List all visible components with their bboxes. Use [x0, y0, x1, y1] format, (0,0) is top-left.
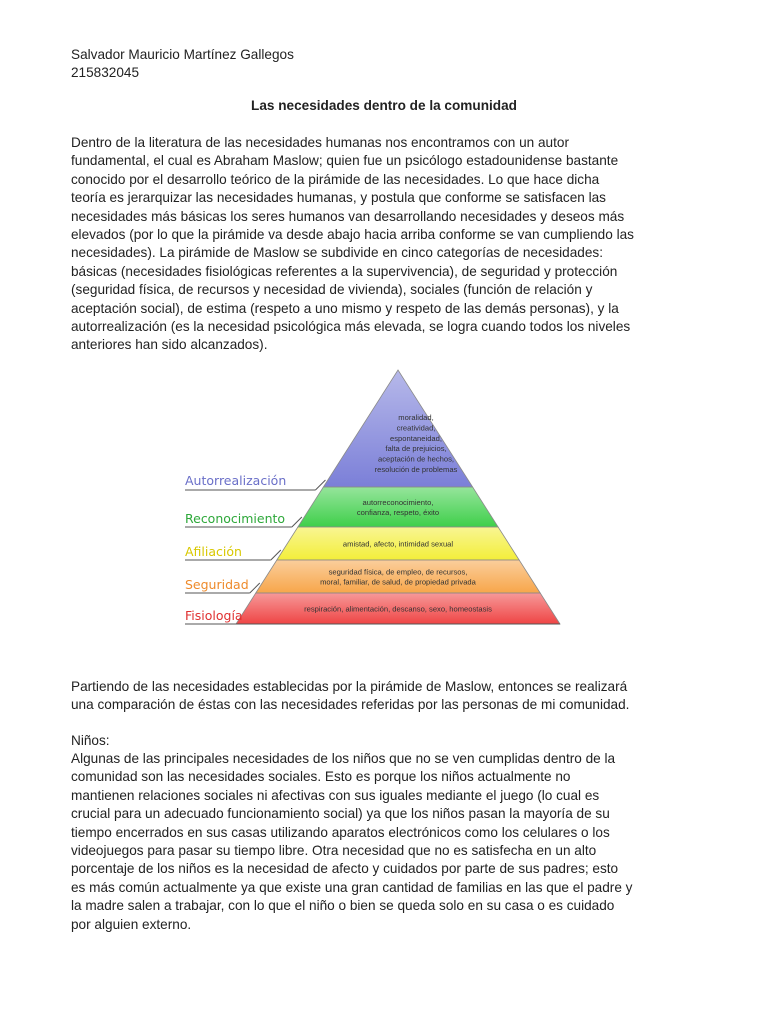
pyramid-band-text: creatividad,: [396, 423, 436, 433]
paragraph-line: crucial para un adecuado funcionamiento social) ya que los niños pasan la mayoría de su: [71, 806, 610, 822]
paragraph-line: teoría es jerarquizar las necesidades humanas, y postula que conforme se satisfacen las: [71, 190, 606, 206]
paragraph-line: fundamental, el cual es Abraham Maslow; quien fue un psicólogo estadounidense bastante: [71, 153, 619, 169]
paragraph-line: autorrealización (es la necesidad psicológica más elevada, se logra cuando todos los niveles: [71, 319, 631, 335]
paragraph-line: elevados (por lo que la pirámide va desde abajo hacia arriba conforme se van cumpliendo las: [71, 227, 634, 243]
pyramid-level-label: Reconocimiento: [185, 511, 286, 526]
pyramid-band-text: respiración, alimentación, descanso, sexo, homeostasis: [304, 604, 492, 614]
pyramid-band-text: amistad, afecto, intimidad sexual: [342, 539, 454, 549]
paragraph-line: aceptación social), de estima (respeto a uno mismo y respeto de las demás personas), y la: [71, 300, 619, 316]
paragraph-line: la madre salen a trabajar, con lo que el niño o bien se queda solo en su casa o es cuidado: [71, 898, 615, 914]
student-id: 215832045: [71, 65, 140, 80]
pyramid-band: [256, 560, 540, 593]
maslow-pyramid-figure: [178, 362, 568, 630]
paragraph-line: (seguridad física, de recursos y necesidad de vivienda), sociales (función de relación y: [71, 282, 593, 298]
pyramid-band-text: moral, familiar, de salud, de propiedad privada: [320, 577, 476, 587]
pyramid-level-label: Afiliación: [185, 544, 242, 559]
pyramid-band-text: falta de prejuicios,: [385, 444, 447, 454]
paragraph-line: anteriores han sido alcanzados).: [71, 337, 268, 353]
paragraph-line: necesidades). La pirámide de Maslow se subdivide en cinco categorías de necesidades:: [71, 245, 603, 261]
paragraph-line: necesidades más básicas los seres humanos van desarrollando necesidades y deseos más: [71, 208, 625, 224]
pyramid-level-label: Autorrealización: [185, 473, 287, 488]
author-name: Salvador Mauricio Martínez Gallegos: [71, 47, 294, 62]
paragraph-line: tiempo encerrados en sus casas utilizando aparatos electrónicos como los celulares o los: [71, 824, 610, 840]
paragraph-comparison: [71, 678, 701, 715]
pyramid-band-text: autorreconocimiento,: [362, 498, 434, 507]
paragraph-ninos: [71, 750, 701, 934]
paragraph-line: conocido por el desarrollo teórico de la pirámide de las necesidades. Lo que hace dicha: [71, 171, 600, 187]
paragraph-line: Algunas de las principales necesidades de los niños que no se ven cumplidas dentro de la: [71, 751, 616, 766]
paragraph-intro: [71, 134, 701, 355]
document-title: Las necesidades dentro de la comunidad: [251, 98, 517, 113]
section-heading-ninos: Niños:: [71, 733, 110, 748]
paragraph-line: comunidad son las necesidades sociales. Esto es porque los niños actualmente no: [71, 769, 571, 785]
paragraph-line: videojuegos para pasar su tiempo libre. Otra necesidad que no es satisfecha en un alto: [71, 843, 597, 859]
pyramid-band-text: moralidad,: [398, 413, 434, 422]
paragraph-line: básicas (necesidades fisiológicas referentes a la supervivencia), de seguridad y protección: [71, 263, 618, 279]
pyramid-level-label: Fisiología: [185, 608, 243, 623]
paragraph-line: mantienen relaciones sociales ni afectivas con sus iguales mediante el juego (lo cual es: [71, 787, 600, 803]
pyramid-band-text: aceptación de hechos,: [378, 454, 454, 464]
pyramid-band: [298, 487, 498, 527]
pyramid-band-text: espontaneidad,: [390, 433, 442, 443]
paragraph-line: es más común actualmente ya que existe una gran cantidad de familias en las que el padre y: [71, 879, 633, 895]
pyramid-band-text: resolución de problemas: [374, 465, 458, 474]
paragraph-line: Partiendo de las necesidades establecidas por la pirámide de Maslow, entonces se realizará: [71, 679, 628, 694]
pyramid-band-text: confianza, respeto, éxito: [356, 508, 440, 517]
paragraph-line: Dentro de la literatura de las necesidades humanas nos encontramos con un autor: [71, 135, 569, 150]
paragraph-line: una comparación de éstas con las necesidades referidas por las personas de mi comunidad.: [71, 697, 630, 713]
paragraph-line: porcentaje de los niños es la necesidad de afecto y cuidados por parte de sus padres; esto: [71, 861, 619, 877]
pyramid-band-text: seguridad física, de empleo, de recursos,: [328, 567, 468, 577]
paragraph-line: por alguien externo.: [71, 916, 192, 932]
pyramid-level-label: Seguridad: [185, 577, 249, 592]
